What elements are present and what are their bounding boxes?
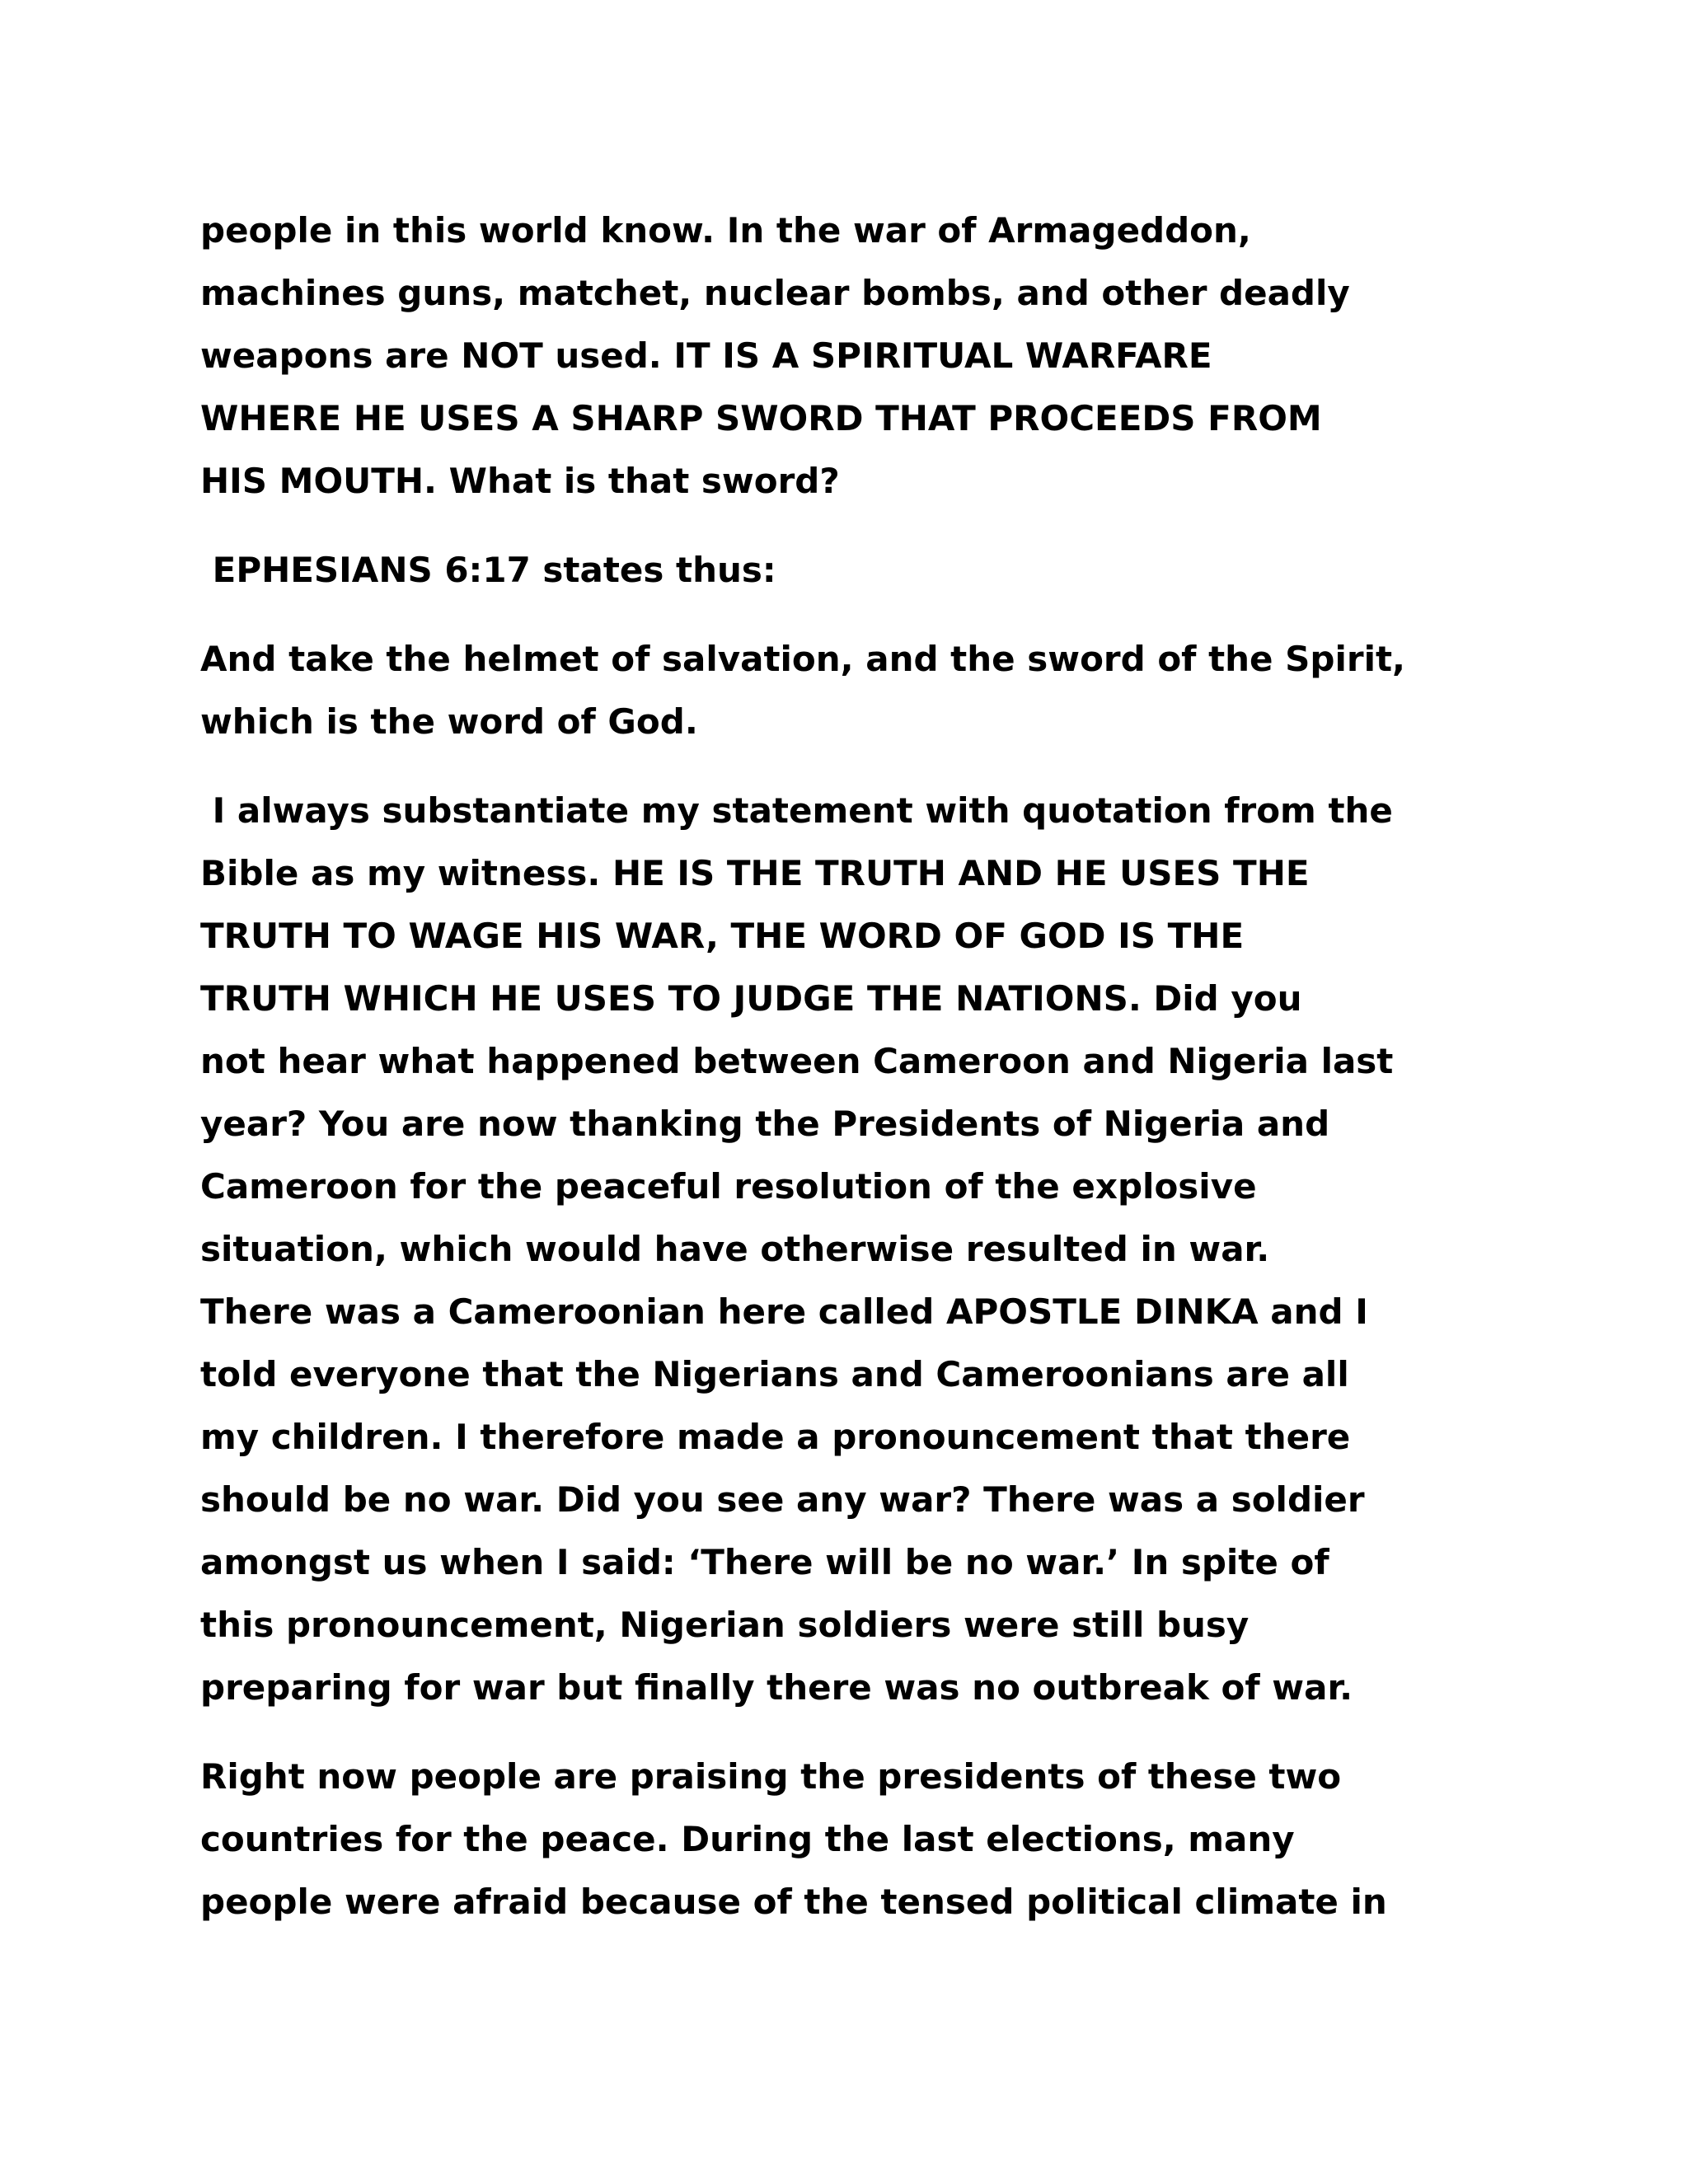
text-line: TRUTH WHICH HE USES TO JUDGE THE NATIONS. Did you xyxy=(200,978,1302,1019)
text-line: WHERE HE USES A SHARP SWORD THAT PROCEEDS FROM xyxy=(200,398,1322,438)
text-line: Right now people are praising the presidents of these two xyxy=(200,1756,1342,1797)
text-line: situation, which would have otherwise resulted in war. xyxy=(200,1229,1270,1269)
paragraph-presidents-peace xyxy=(200,1746,1503,1933)
text-line: amongst us when I said: ‘There will be no war.’ In spite of xyxy=(200,1542,1329,1582)
paragraph-gap xyxy=(200,753,1503,780)
paragraph-scripture-quote xyxy=(200,628,1503,753)
paragraph-armageddon xyxy=(200,199,1503,513)
text-line: my children. I therefore made a pronouncement that there xyxy=(200,1417,1351,1457)
text-line: countries for the peace. During the last elections, many xyxy=(200,1819,1295,1859)
text-line: people in this world know. In the war of Armageddon, xyxy=(200,210,1251,251)
text-line: There was a Cameroonian here called APOSTLE DINKA and I xyxy=(200,1291,1368,1332)
text-line: Cameroon for the peaceful resolution of the explosive xyxy=(200,1166,1257,1207)
paragraph-gap xyxy=(200,513,1503,539)
text-line: not hear what happened between Cameroon and Nigeria last xyxy=(200,1041,1394,1081)
text-line: EPHESIANS 6:17 states thus: xyxy=(200,550,776,590)
text-line: year? You are now thanking the Presidents of Nigeria and xyxy=(200,1104,1330,1144)
paragraph-truth-war xyxy=(200,780,1503,1719)
paragraph-gap xyxy=(200,602,1503,628)
document-body xyxy=(200,199,1503,1933)
text-line: preparing for war but finally there was no outbreak of war. xyxy=(200,1667,1353,1708)
text-line: should be no war. Did you see any war? There was a soldier xyxy=(200,1479,1365,1520)
text-line: And take the helmet of salvation, and the sword of the Spirit, xyxy=(200,639,1406,679)
text-line: Bible as my witness. HE IS THE TRUTH AND HE USES THE xyxy=(200,853,1310,893)
text-line: told everyone that the Nigerians and Cameroonians are all xyxy=(200,1354,1349,1394)
text-line: people were afraid because of the tensed political climate in xyxy=(200,1882,1387,1922)
text-line: I always substantiate my statement with quotation from the xyxy=(200,790,1393,831)
text-line: TRUTH TO WAGE HIS WAR, THE WORD OF GOD IS THE xyxy=(200,916,1245,956)
text-line: this pronouncement, Nigerian soldiers were still busy xyxy=(200,1605,1250,1645)
text-line: which is the word of God. xyxy=(200,701,698,742)
text-line: HIS MOUTH. What is that sword? xyxy=(200,461,840,501)
paragraph-gap xyxy=(200,1719,1503,1746)
paragraph-ephesians-reference xyxy=(200,539,1503,602)
text-line: weapons are NOT used. IT IS A SPIRITUAL WARFARE xyxy=(200,335,1212,376)
text-line: machines guns, matchet, nuclear bombs, and other deadly xyxy=(200,273,1350,313)
